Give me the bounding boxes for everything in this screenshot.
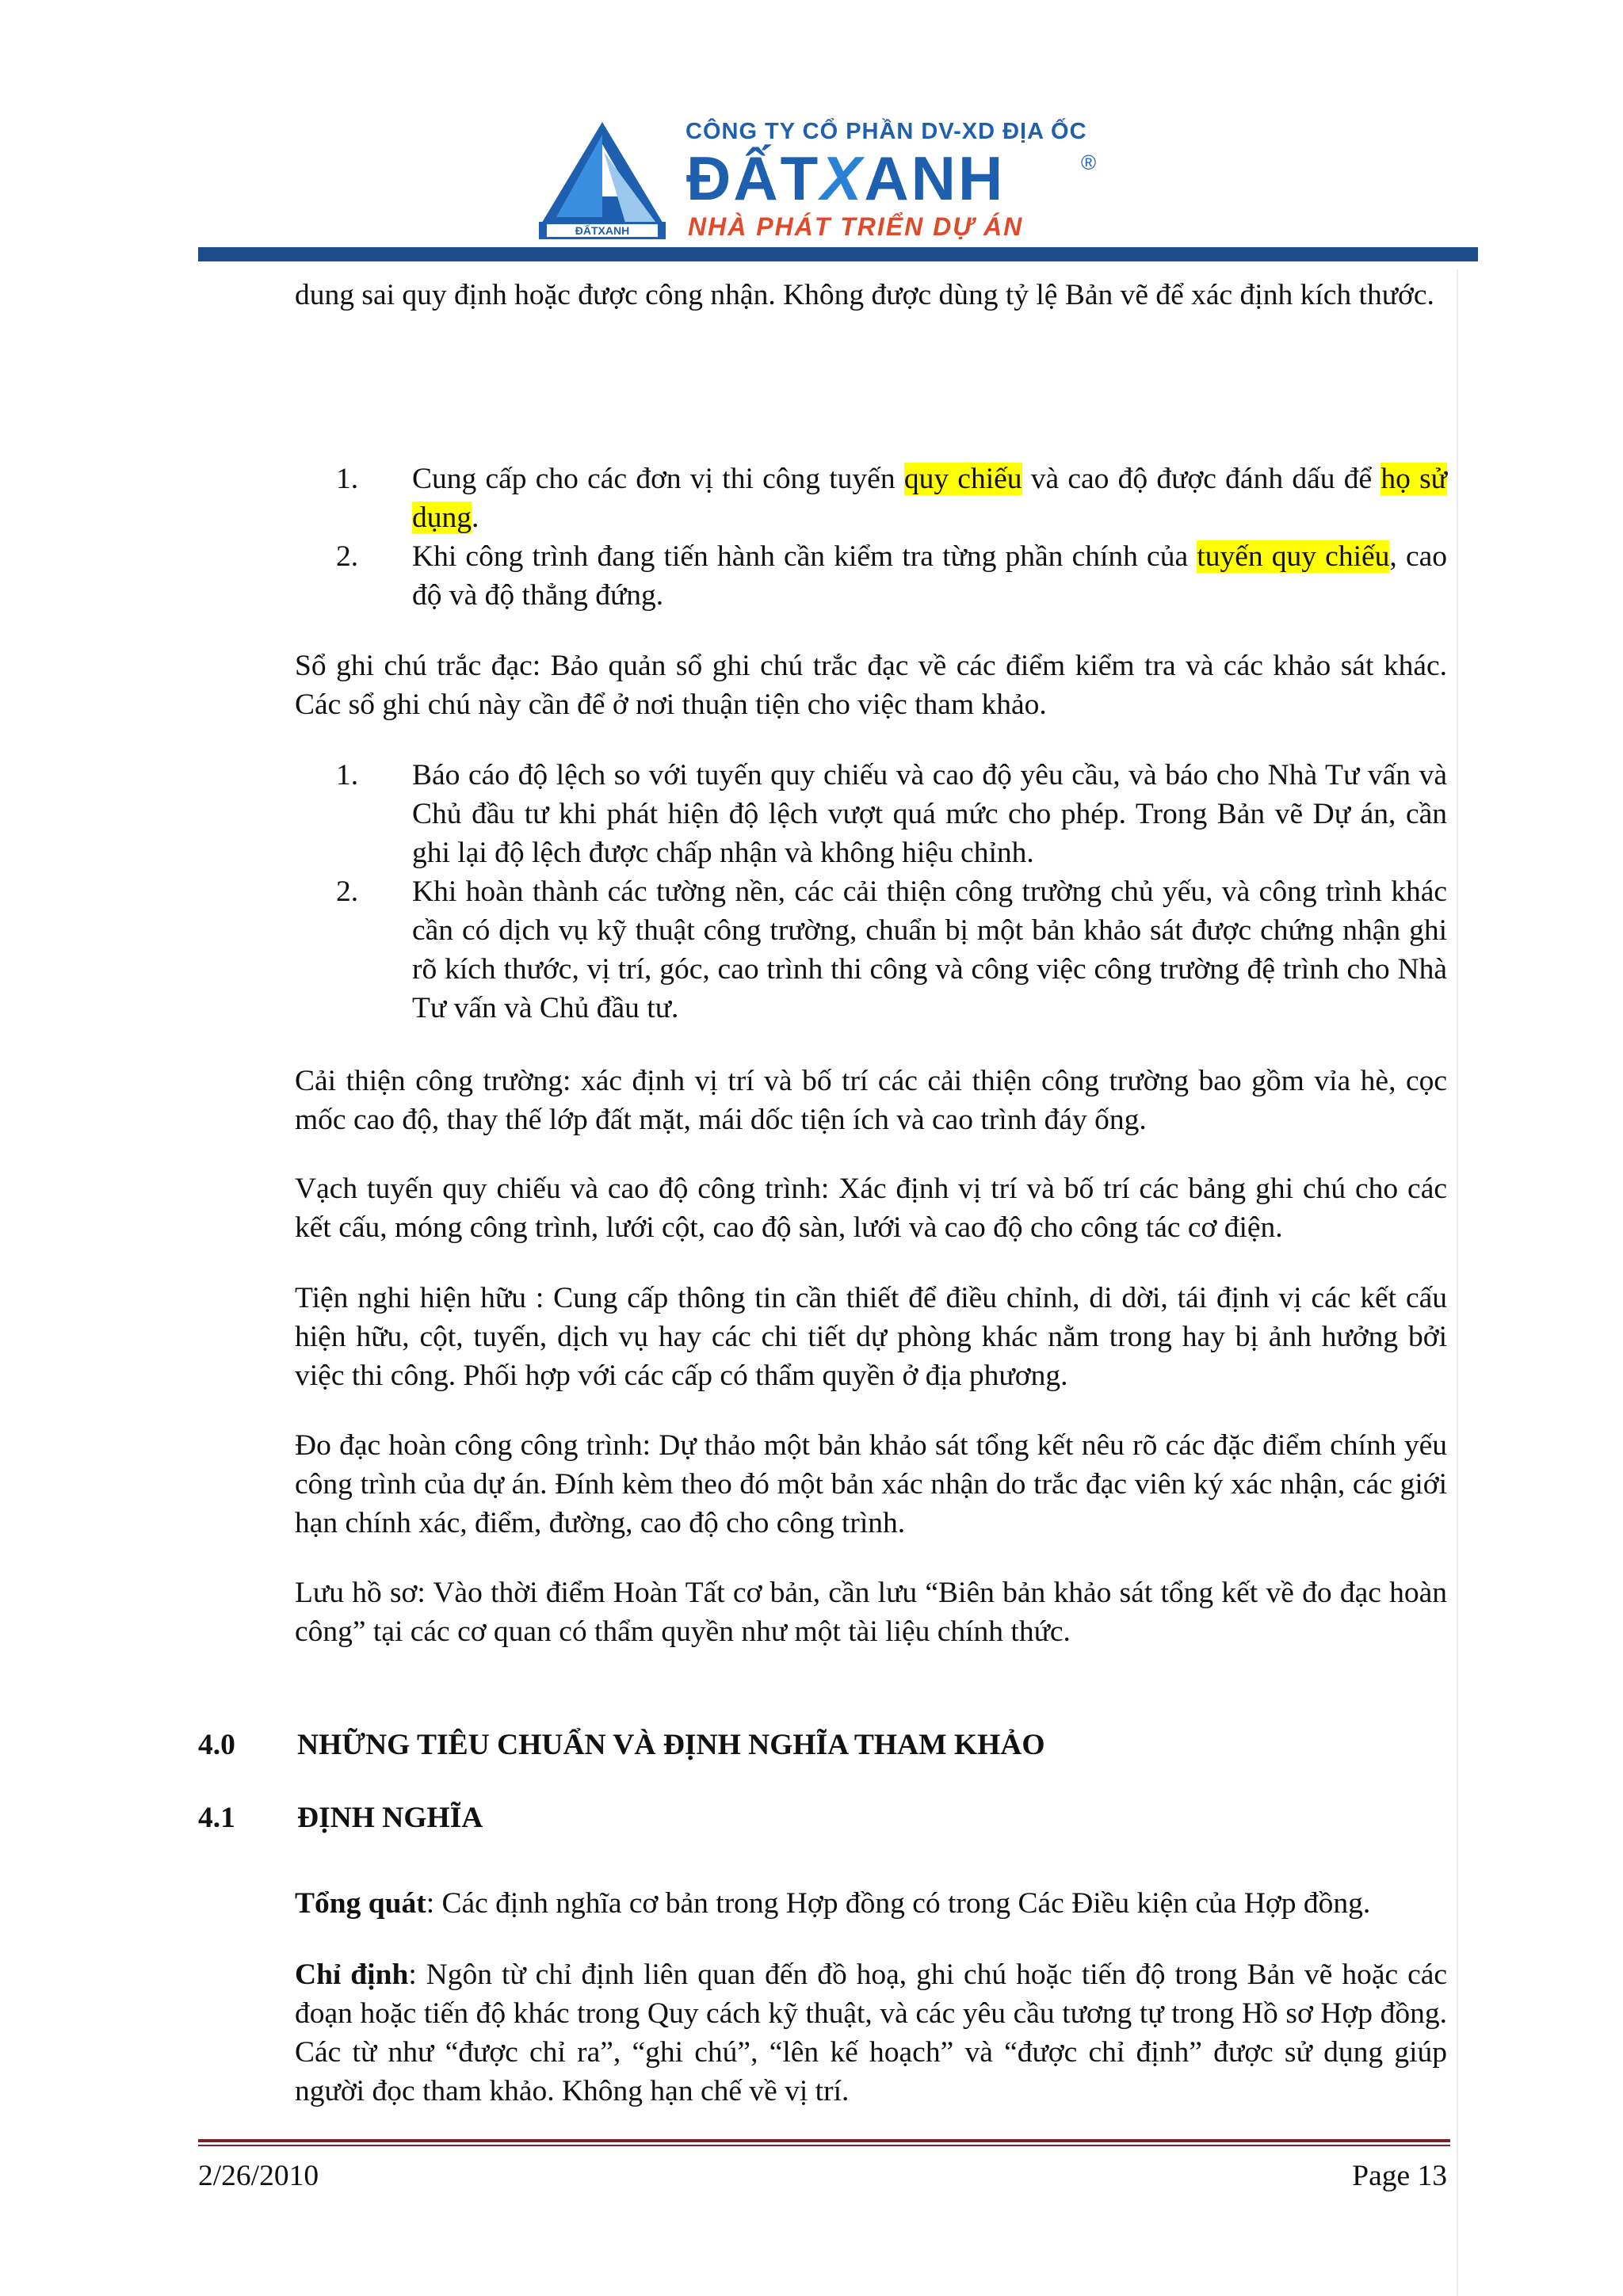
list-text: Cung cấp cho các đơn vị thi công tuyến quy chiếu và cao độ được đánh dấu để họ sử dụng. xyxy=(412,463,1447,534)
paragraph-site-improvements: Cải thiện công trường: xác định vị trí và bố trí các cải thiện công trường bao gồm vỉa hè, cọc mốc cao độ, thay thế lớp đất mặt, mái dốc tiện ích và cao trình đáy ống. xyxy=(295,1065,1447,1136)
list-item xyxy=(295,872,1447,1028)
paragraph-existing-utilities: Tiện nghi hiện hữu : Cung cấp thông tin cần thiết để điều chỉnh, di dời, tái định vị các kết cấu hiện hữu, cột, tuyến, dịch vụ hay các chi tiết dự phòng khác nằm trong hay bị ảnh hưởng bởi việc thi công. Phối hợp với các cấp có thẩm quyền ở địa phương. xyxy=(295,1282,1447,1392)
list-number: 1. xyxy=(336,463,359,495)
section-number: 4.1 xyxy=(198,1802,235,1834)
section-number: 4.0 xyxy=(198,1729,235,1761)
section-title: NHỮNG TIÊU CHUẨN VÀ ĐỊNH NGHĨA THAM KHẢO xyxy=(297,1729,1045,1761)
company-name: CÔNG TY CỔ PHẦN DV-XD ĐỊA ỐC xyxy=(685,119,1087,144)
definition-term: Chỉ định xyxy=(295,1958,409,1991)
company-slogan: NHÀ PHÁT TRIỂN DỰ ÁN xyxy=(688,212,1024,241)
list-text: Khi hoàn thành các tường nền, các cải thiện công trường chủ yếu, và công trình khác cần có dịch vụ kỹ thuật công trường, chuẩn bị một bản khảo sát được chứng nhận ghi rõ kích thước, vị trí, góc, cao trình thi công và công việc công trường đệ trình cho Nhà Tư vấn và Chủ đầu tư. xyxy=(412,875,1447,1024)
definition-general: Tổng quát: Các định nghĩa cơ bản trong Hợp đồng có trong Các Điều kiện của Hợp đồng. xyxy=(295,1887,1371,1920)
registered-mark: ® xyxy=(1081,151,1097,174)
list-number: 2. xyxy=(336,875,359,908)
paragraph-records: Lưu hồ sơ: Vào thời điểm Hoàn Tất cơ bản, cần lưu “Biên bản khảo sát tổng kết về đo đạc hoàn công” tại các cơ quan có thẩm quyền như một tài liệu chính thức. xyxy=(295,1577,1447,1648)
list-text: Khi công trình đang tiến hành cần kiểm tra từng phần chính của tuyến quy chiếu, cao độ và độ thẳng đứng. xyxy=(412,540,1447,612)
highlight: họ sử dụng xyxy=(412,463,1447,534)
brand-x: X xyxy=(820,143,865,213)
paragraph-as-built: Đo đạc hoàn công công trình: Dự thảo một bản khảo sát tổng kết nêu rõ các đặc điểm chính yếu công trình của dự án. Đính kèm theo đó một bản xác nhận do trắc đạc viên ký xác nhận, các giới hạn chính xác, điểm, đường, cao độ cho công trình. xyxy=(295,1429,1447,1539)
list-item xyxy=(295,460,1447,537)
paragraph-intro: dung sai quy định hoặc được công nhận. Không được dùng tỷ lệ Bản vẽ để xác định kích thước. xyxy=(295,279,1434,311)
logo-text: ĐẤTXANH xyxy=(575,224,630,237)
definition-indicated: Chỉ định: Ngôn từ chỉ định liên quan đến đồ hoạ, ghi chú hoặc tiến độ trong Bản vẽ hoặc các đoạn hoặc tiến độ khác trong Quy cách kỹ thuật, và các yêu cầu tương tự trong Hồ sơ Hợp đồng. Các từ như “được chỉ ra”, “ghi chú”, “lên kế hoạch” và “được chỉ định” được sử dụng giúp người đọc tham khảo. Không hạn chế về vị trí. xyxy=(295,1958,1448,2107)
highlight: quy chiếu xyxy=(903,463,1022,495)
page-number: Page 13 xyxy=(1352,2160,1447,2192)
paragraph-survey-notes: Sổ ghi chú trắc đạc: Bảo quản sổ ghi chú trắc đạc về các điểm kiểm tra và các khảo sát khác. Các sổ ghi chú này cần để ở nơi thuận tiện cho việc tham khảo. xyxy=(295,650,1447,721)
page-edge xyxy=(1457,269,1458,2296)
datxanh-logo xyxy=(539,120,666,239)
list-number: 1. xyxy=(336,759,359,791)
footer-divider-thin xyxy=(198,2145,1450,2146)
list-text: Báo cáo độ lệch so với tuyến quy chiếu và cao độ yêu cầu, và báo cho Nhà Tư vấn và Chủ đầu tư khi phát hiện độ lệch vượt quá mức cho phép. Trong Bản vẽ Dự án, cần ghi lại độ lệch được chấp nhận và không hiệu chỉnh. xyxy=(412,759,1447,869)
header-divider xyxy=(198,247,1478,261)
brand-rest: ANH xyxy=(864,143,1006,213)
section-title: ĐỊNH NGHĨA xyxy=(297,1802,483,1834)
footer-date: 2/26/2010 xyxy=(198,2160,319,2192)
highlight: tuyến quy chiếu xyxy=(1197,540,1390,573)
paragraph-reference-lines: Vạch tuyến quy chiếu và cao độ công trình: Xác định vị trí và bố trí các bảng ghi chú cho các kết cấu, móng công trình, lưới cột, cao độ sàn, lưới và cao độ cho công tác cơ điện. xyxy=(295,1173,1447,1244)
brand-first: ĐẤT xyxy=(686,143,821,213)
list-item xyxy=(295,756,1447,872)
list-item xyxy=(295,537,1447,615)
brand-name xyxy=(686,143,1006,213)
definition-term: Tổng quát xyxy=(295,1887,426,1920)
list-number: 2. xyxy=(336,540,359,573)
footer-divider xyxy=(198,2139,1450,2142)
